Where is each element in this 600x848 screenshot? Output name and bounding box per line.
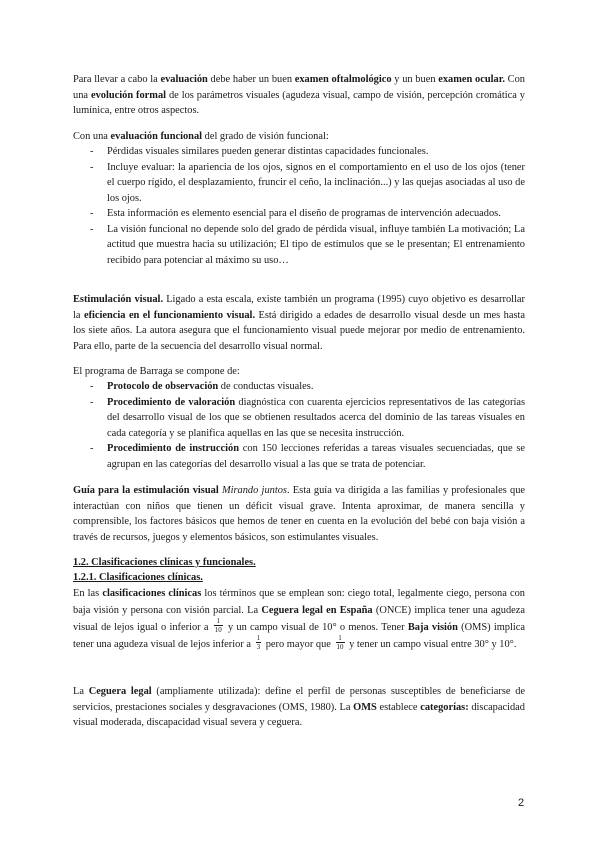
text: Con una bbox=[73, 74, 526, 101]
text: (ONCE) implica tener una agudeza visual de lejos igual o inferior a bbox=[73, 605, 525, 633]
paragraph-programa-barraga: El programa de Barraga se compone de: bbox=[73, 366, 240, 377]
text: Con una bbox=[73, 131, 111, 142]
bold-term: eficiencia en el funcionamiento visual. bbox=[83, 309, 256, 321]
list-item: - Incluye evaluar: la apariencia de los ojos, signos en el comportamiento en el uso de los ojos (tener el cuerpo rígido, el desplazamiento, fruncir el ceño, la inclinación...) y las quejas asociadas al uso de los ojos. bbox=[73, 160, 525, 207]
list-vision-funcional bbox=[73, 144, 525, 268]
fraction-one-third: $\frac{1}{3}$ bbox=[256, 634, 261, 652]
text: de conductas visuales. bbox=[218, 381, 314, 392]
list-item bbox=[73, 395, 525, 442]
bold-term: Procedimiento de valoración bbox=[107, 396, 236, 408]
text: y un campo visual de 10° o menos. Tener bbox=[224, 622, 408, 633]
list-item: - Pérdidas visuales similares pueden generar distintas capacidades funcionales. bbox=[73, 144, 525, 160]
bold-term: Procedimiento de instrucción bbox=[107, 443, 239, 454]
list-item: - La visión funcional no depende solo del grado de pérdida visual, influye también La motivación; La actitud que muestra hacia su utilización; El tipo de estímulos que se le presentan; El entrenamiento recibido para potenciar al máximo su uso… bbox=[73, 222, 525, 269]
bold-term: OMS bbox=[353, 701, 377, 713]
bold-term: evolución formal bbox=[90, 89, 167, 101]
text: de los parámetros visuales (agudeza visual, campo de visión, percepción cromática y lumínica, entre otros aspectos. bbox=[73, 89, 526, 116]
bold-term: Ceguera legal en España bbox=[261, 605, 373, 616]
fraction-one-tenth: $\frac{1}{10}$ bbox=[214, 617, 222, 635]
italic-title: Mirando juntos bbox=[221, 485, 287, 496]
subsection-heading: 1.2.1. Clasificaciones clínicas. bbox=[73, 572, 203, 583]
text: Para llevar a cabo la bbox=[73, 74, 161, 85]
paragraph-guia-estimulacion bbox=[73, 483, 525, 545]
bold-term: Ceguera legal bbox=[88, 686, 152, 697]
text: diagnóstica con cuarenta ejercicios representativos de las categorías del desarrollo visual de los que se obtienen resultados acerca del dominio de las tareas visuales en cada categoría y se planifica aquellas en las que se necesita instrucción. bbox=[107, 396, 525, 439]
paragraph-ceguera-legal bbox=[73, 684, 525, 731]
bold-term: evaluación bbox=[160, 74, 208, 85]
bold-term: examen ocular. bbox=[438, 74, 505, 85]
bold-term: Baja visión bbox=[407, 622, 458, 633]
text: . Esta guía va dirigida a las familias y profesionales que interactúan con niños que tienen un déficit visual grave. Intenta aproximar, de manera sencilla y comprensible, los factores básicos que hemos de tener en cuenta en la evolución del bebé con baja visión a través de recursos, juegos y elementos básicos, son estimulantes visuales. bbox=[73, 485, 525, 543]
text: y tener un campo visual entre 30° y 10°. bbox=[346, 639, 517, 650]
bold-term: Guía para la estimulación visual bbox=[73, 485, 219, 496]
list-item bbox=[73, 441, 525, 472]
list-item: - Esta información es elemento esencial para el diseño de programas de intervención adecuados. bbox=[73, 206, 525, 222]
text: del grado de visión funcional: bbox=[202, 131, 329, 142]
paragraph-clasificaciones-clinicas bbox=[73, 585, 525, 653]
bold-term: Estimulación visual. bbox=[73, 294, 164, 305]
text: En las bbox=[73, 588, 103, 599]
section-heading: 1.2. Clasificaciones clínicas y funcionales. bbox=[73, 557, 256, 568]
bold-term: evaluación funcional bbox=[110, 131, 203, 142]
bold-term: Protocolo de observación bbox=[107, 381, 219, 392]
paragraph-evaluacion bbox=[73, 72, 525, 119]
bold-term: categorías: bbox=[420, 701, 469, 713]
list-programa-barraga bbox=[73, 379, 525, 472]
text: (OMS) implica tener una agudeza visual de lejos inferior a bbox=[73, 622, 525, 650]
text: establece bbox=[376, 701, 421, 713]
text: los términos que se emplean son: ciego total, legalmente ciego, persona con baja visión y persona con visión parcial. La bbox=[73, 588, 525, 616]
fraction-one-tenth: $\frac{1}{10}$ bbox=[336, 634, 344, 652]
text: debe haber un buen bbox=[207, 74, 295, 85]
text: y un buen bbox=[391, 74, 439, 85]
bold-term: clasificaciones clínicas bbox=[102, 588, 202, 599]
paragraph-evaluacion-funcional bbox=[73, 129, 525, 145]
text: con 150 lecciones referidas a tareas visuales secuenciadas, que se agrupan en las categorías del desarrollo visual a las que se trata de potenciar. bbox=[107, 443, 525, 470]
bold-term: examen oftalmológico bbox=[294, 74, 392, 85]
page-number: 2 bbox=[518, 797, 525, 809]
text: (ampliamente utilizada): define el perfil de personas susceptibles de beneficiarse de servicios, prestaciones sociales y desgravaciones (OMS, 1980). La bbox=[73, 686, 525, 713]
list-item bbox=[73, 379, 525, 395]
text: Está dirigido a edades de desarrollo visual desde un mes hasta los siete años. La autora asegura que el funcionamiento visual puede mejorar por medio de entrenamiento. Para ello, parte de la secuencia del desarrollo visual normal. bbox=[73, 309, 525, 352]
text: discapacidad visual moderada, discapacidad visual severa y ceguera. bbox=[73, 701, 525, 728]
text: La bbox=[73, 686, 89, 697]
text: pero mayor que bbox=[263, 639, 334, 650]
text: Ligado a esta escala, existe también un programa (1995) cuyo objetivo es desarrollar la bbox=[73, 294, 525, 321]
paragraph-estimulacion-visual bbox=[73, 292, 525, 354]
